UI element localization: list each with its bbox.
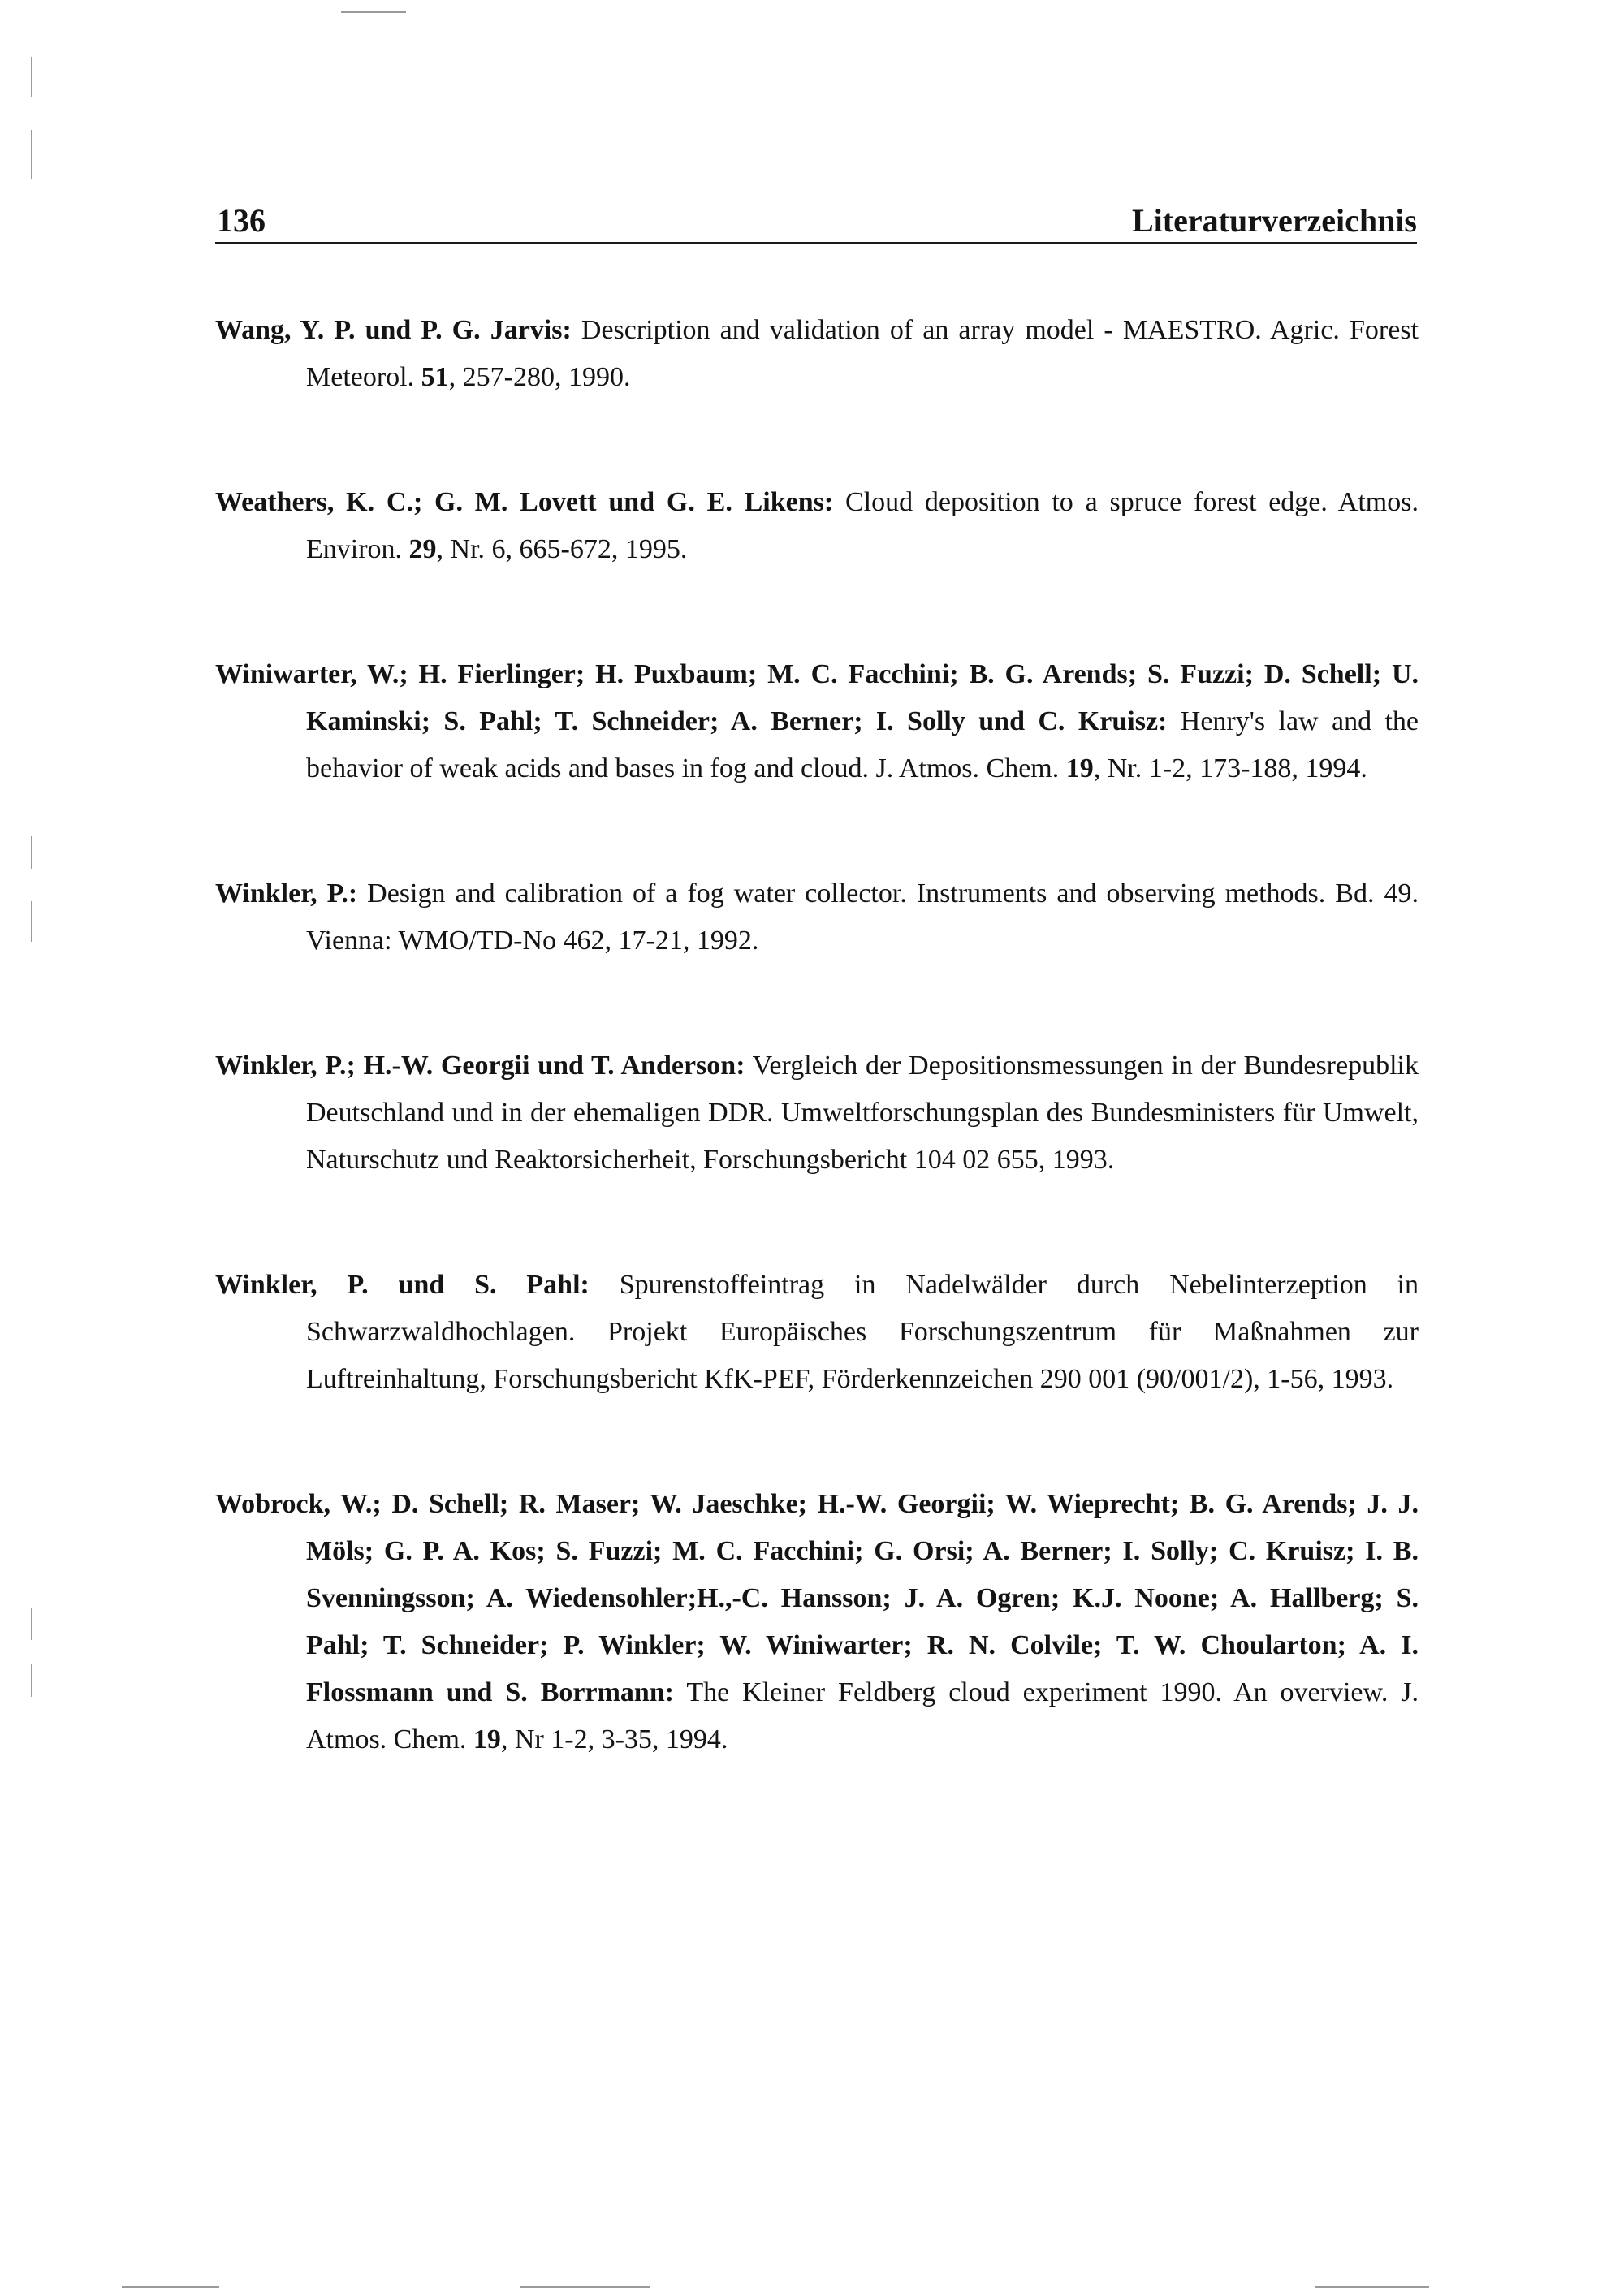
reference-text: Description and validation of an array model - MAESTRO. Agric. Forest Meteorol. [306,315,1419,392]
scan-artifact-bottom-1 [122,2286,219,2288]
reference-authors: Wang, Y. P. und P. G. Jarvis: [215,315,572,345]
scan-artifact-left-2 [31,130,32,179]
scan-artifact-left-1 [31,57,32,97]
scan-artifact-bottom-2 [520,2286,650,2288]
scan-artifact-left-3 [31,836,32,869]
reference-text: Vergleich der Depositionsmessungen in der Bundesrepublik Deutschland und in der ehemaligen DDR. Umweltforschungsplan des Bundesministers für Umwelt, Naturschutz und Reaktorsicherheit, Forschungsbericht 104 02 655, 1993. [306,1051,1419,1175]
reference-text-tail: , Nr. 6, 665-672, 1995. [436,534,688,564]
reference-text: Spurenstoffeintrag in Nadelwälder durch Nebelinterzeption in Schwarzwaldhochlagen. Projekt Europäisches Forschungszentrum für Maßnahmen zur Luftreinhaltung, Forschungsbericht KfK-PEF, Förderkennzeichen 290 001 (90/001/2), 1-56, 1993. [306,1270,1419,1394]
reference-text-tail: , Nr. 1-2, 173-188, 1994. [1093,753,1367,783]
reference-entry-winkler-3 [215,1262,1419,1403]
reference-text: Design and calibration of a fog water collector. Instruments and observing methods. Bd. 49. Vienna: WMO/TD-No 462, 17-21, 1992. [306,878,1419,956]
reference-entry-winkler-1 [215,870,1419,965]
running-title: Literaturverzeichnis [1132,202,1417,239]
scan-artifact-left-4 [31,901,32,942]
reference-volume: 19 [473,1724,501,1754]
reference-authors: Winkler, P.: [215,878,358,908]
page-number: 136 [217,202,266,239]
reference-text: The Kleiner Feldberg cloud experiment 1990. An overview. J. Atmos. Chem. [306,1677,1419,1754]
scan-artifact-left-6 [31,1664,32,1697]
scan-artifact-top [341,11,406,13]
bibliography-list [215,307,1419,1841]
reference-volume: 19 [1065,753,1094,783]
reference-entry-weathers [215,479,1419,573]
reference-volume: 51 [421,362,449,392]
reference-text-tail: , Nr 1-2, 3-35, 1994. [500,1724,728,1754]
reference-entry-winkler-2 [215,1042,1419,1184]
scan-artifact-bottom-3 [1315,2286,1429,2288]
scan-artifact-left-5 [31,1608,32,1640]
reference-authors: Winkler, P.; H.-W. Georgii und T. Anderson: [215,1051,745,1081]
reference-authors: Wobrock, W.; D. Schell; R. Maser; W. Jaeschke; H.-W. Georgii; W. Wieprecht; B. G. Arends; J. J. Möls; G. P. A. Kos; S. Fuzzi; M. C. Facchini; G. Orsi; A. Berner; I. Solly; C. Kruisz; I. B. Svenningsson; A. Wiedensohler;H.,-C. Hansson; J. A. Ogren; K.J. Noone; A. Hallberg; S. Pahl; T. Schneider; P. Winkler; W. Winiwarter; R. N. Colvile; T. W. Choularton; A. I. Flossmann und S. Borrmann: [215,1489,1419,1707]
reference-entry-wobrock [215,1481,1419,1763]
reference-authors: Winiwarter, W.; H. Fierlinger; H. Puxbaum; M. C. Facchini; B. G. Arends; S. Fuzzi; D. Schell; U. Kaminski; S. Pahl; T. Schneider; A. Berner; I. Solly und C. Kruisz: [215,659,1419,736]
reference-volume: 29 [408,534,437,564]
page-header [215,195,1417,244]
reference-authors: Weathers, K. C.; G. M. Lovett und G. E. Likens: [215,487,834,517]
reference-entry-wang [215,307,1419,401]
reference-entry-winiwarter [215,651,1419,792]
reference-authors: Winkler, P. und S. Pahl: [215,1270,590,1300]
reference-text-tail: , 257-280, 1990. [448,362,631,392]
reference-text: Cloud deposition to a spruce forest edge. Atmos. Environ. [306,487,1419,564]
reference-text: Henry's law and the behavior of weak acids and bases in fog and cloud. J. Atmos. Chem. [306,706,1419,783]
